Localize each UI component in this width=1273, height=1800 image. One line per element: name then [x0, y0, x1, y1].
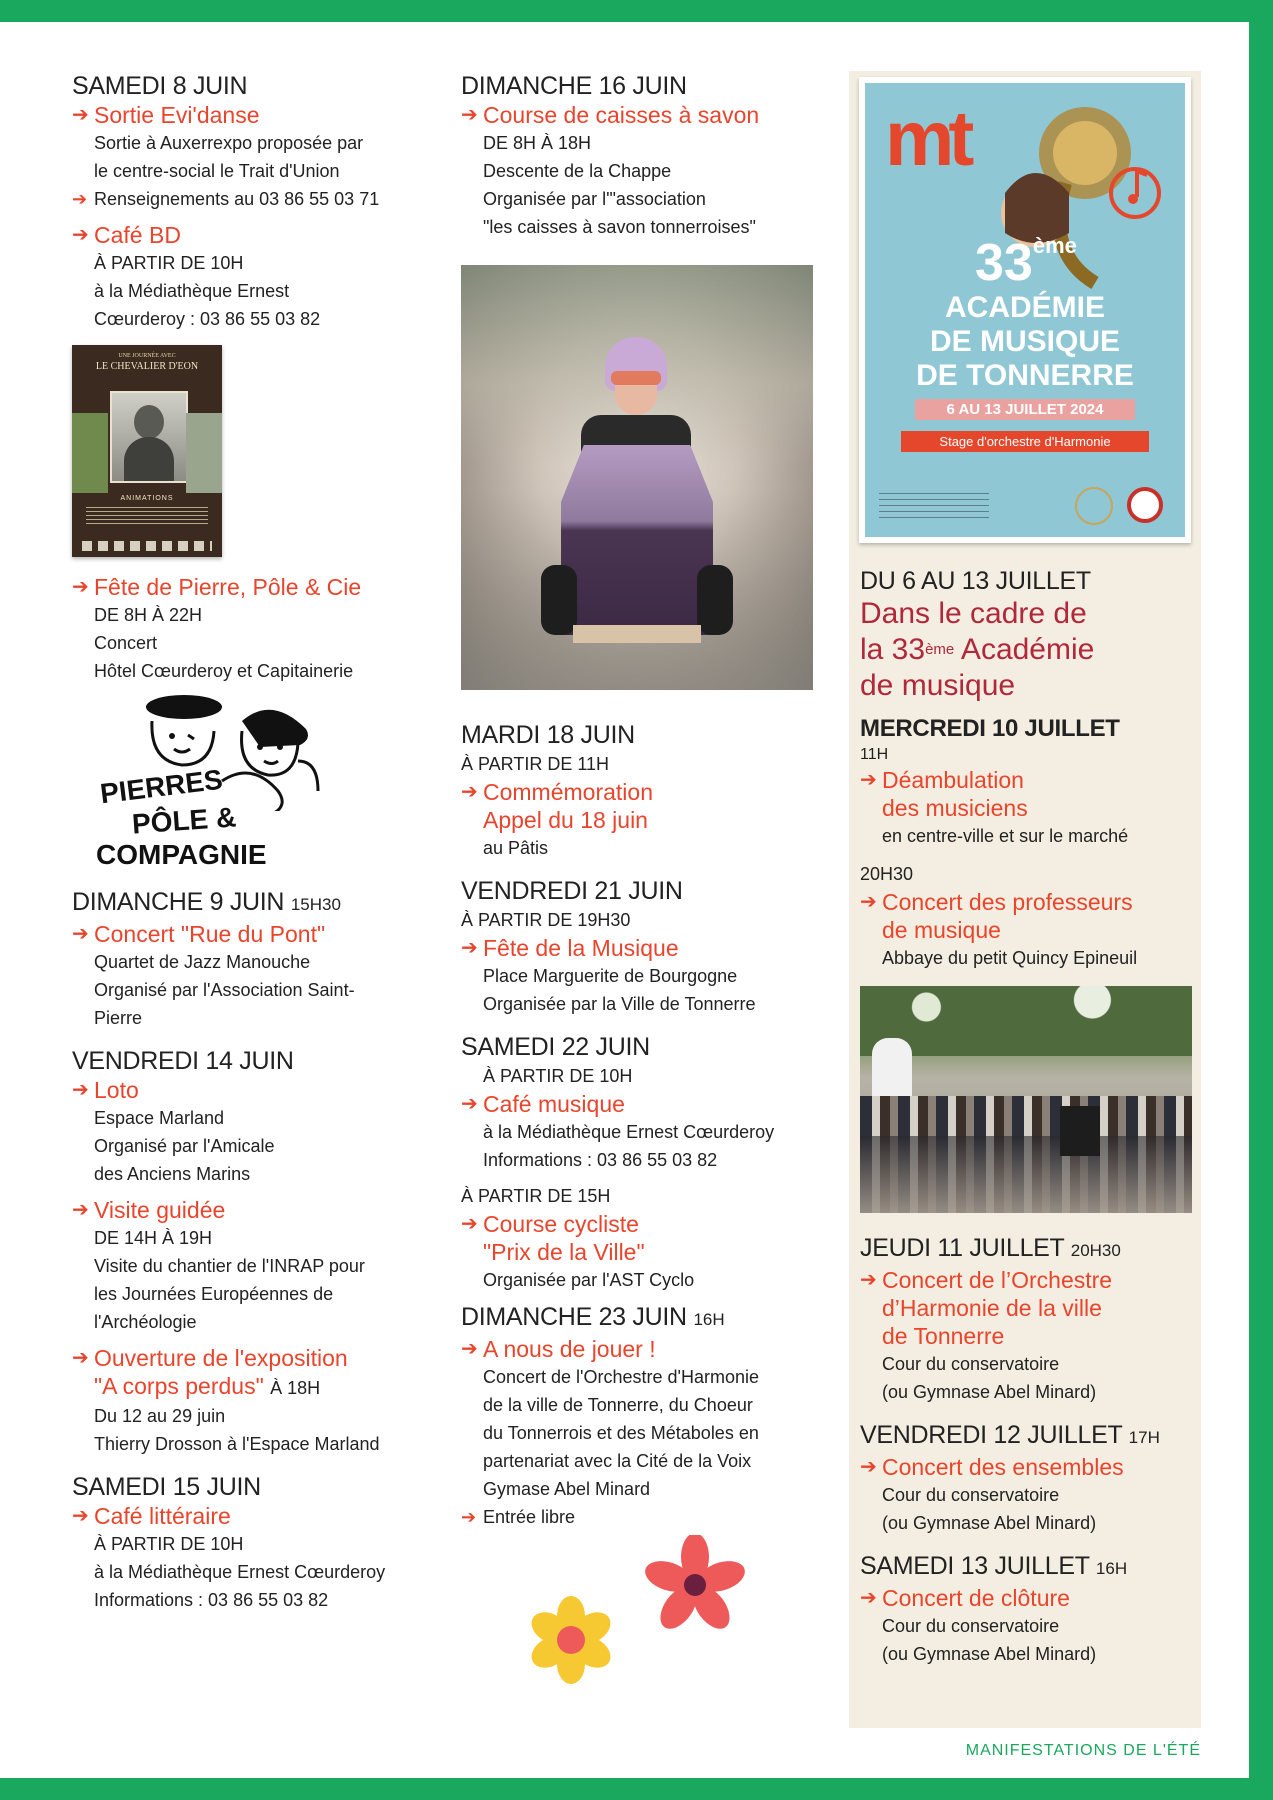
event-time: DE 8H À 18H [483, 133, 592, 153]
event-time: À PARTIR DE 19H30 [461, 910, 631, 930]
event-title: ➔ Course cycliste [461, 1211, 639, 1237]
event-title: d’Harmonie de la ville [882, 1295, 1102, 1321]
date-heading: DIMANCHE 23 JUIN 16H [461, 1303, 725, 1331]
event-detail: Cour du conservatoire [882, 1354, 1060, 1374]
poster-dates: 6 AU 13 JUILLET 2024 [915, 399, 1135, 420]
event-detail: partenariat avec la Cité de la Voix [483, 1451, 752, 1471]
event-time: DE 8H À 22H [94, 605, 203, 625]
event-detail: Thierry Drosson à l'Espace Marland [94, 1434, 380, 1454]
event-title: ➔ Loto [72, 1077, 139, 1103]
event-title: Appel du 18 juin [483, 807, 648, 833]
event-title: ➔ Ouverture de l'exposition [72, 1345, 348, 1371]
poster-title: LE CHEVALIER D'EON [95, 361, 199, 372]
event-time: À PARTIR DE 15H [461, 1186, 611, 1206]
event-time: À PARTIR DE 10H [94, 253, 244, 273]
academie-poster [859, 77, 1191, 543]
event-detail: Organisée par l'AST Cyclo [483, 1270, 695, 1290]
event-info: ➔ Entrée libre [461, 1507, 576, 1527]
poster-title-line: DE MUSIQUE [929, 325, 1121, 358]
event-detail: Informations : 03 86 55 03 82 [94, 1590, 329, 1610]
event-detail: Concert [94, 633, 158, 653]
mt-logo: mt [885, 94, 969, 182]
event-detail: à la Médiathèque Ernest Cœurderoy [94, 1562, 386, 1582]
event-detail: "les caisses à savon tonnerroises" [483, 217, 756, 237]
yonne-logo [1075, 487, 1113, 525]
logo-text-line: PÔLE & [131, 801, 238, 840]
section-heading: la 33ème Académie [860, 633, 1095, 666]
event-detail: en centre-ville et sur le marché [882, 826, 1129, 846]
event-time: À PARTIR DE 10H [94, 1534, 244, 1554]
event-title: ➔ Fête de Pierre, Pôle & Cie [72, 574, 362, 600]
poster-kicker: UNE JOURNÉE AVEC [118, 353, 176, 359]
event-time: À PARTIR DE 10H [483, 1066, 633, 1086]
event-title: de musique [882, 917, 1001, 943]
date-heading: SAMEDI 15 JUIN [72, 1473, 261, 1501]
date-heading: JEUDI 11 JUILLET 20H30 [860, 1234, 1121, 1262]
date-heading: DIMANCHE 16 JUIN [461, 72, 687, 100]
event-detail: Quartet de Jazz Manouche [94, 952, 311, 972]
event-detail: Abbaye du petit Quincy Epineuil [882, 948, 1138, 968]
date-heading: DU 6 AU 13 JUILLET [860, 567, 1091, 595]
event-detail: Organisée par l'"association [483, 189, 706, 209]
event-detail: (ou Gymnase Abel Minard) [882, 1513, 1097, 1533]
event-title: des musiciens [882, 795, 1028, 821]
music-note-icon [1105, 153, 1165, 223]
event-title: ➔ Visite guidée [72, 1197, 226, 1223]
event-detail: Place Marguerite de Bourgogne [483, 966, 738, 986]
event-time: À PARTIR DE 11H [461, 754, 610, 774]
event-time: 11H [860, 746, 889, 763]
poster-title-line: ACADÉMIE [944, 291, 1105, 324]
date-heading: SAMEDI 8 JUIN [72, 72, 248, 100]
section-heading: de musique [860, 669, 1016, 702]
logo-text-line: PIERRES [98, 763, 225, 810]
column-2 [461, 71, 821, 1685]
event-detail: Concert de l'Orchestre d'Harmonie [483, 1367, 759, 1387]
footer-section-label: MANIFESTATIONS DE L'ÉTÉ [965, 1742, 1201, 1759]
event-detail: Organisé par l'Amicale [94, 1136, 275, 1156]
section-heading: Dans le cadre de [860, 597, 1087, 630]
date-heading: SAMEDI 13 JUILLET 16H [860, 1552, 1128, 1580]
event-detail: Organisé par l'Association Saint- [94, 980, 355, 1000]
event-detail: Sortie à Auxerrexpo proposée par [94, 133, 364, 153]
flower-decoration [521, 1535, 781, 1685]
event-title: "Prix de la Ville" [483, 1239, 645, 1265]
event-info: ➔ Renseignements au 03 86 55 03 71 [72, 189, 380, 209]
logo-text-line: COMPAGNIE [96, 839, 267, 870]
event-detail: (ou Gymnase Abel Minard) [882, 1382, 1097, 1402]
event-detail: Pierre [94, 1008, 143, 1028]
event-detail: au Pâtis [483, 838, 549, 858]
event-detail: le centre-social le Trait d'Union [94, 161, 340, 181]
poster-edition-number: 33ème [975, 233, 1077, 292]
right-green-border [1249, 0, 1273, 1800]
event-detail: Gymase Abel Minard [483, 1479, 651, 1499]
poster-animations-label: ANIMATIONS [120, 495, 174, 502]
event-time: 20H30 [860, 864, 914, 884]
event-detail: Hôtel Cœurderoy et Capitainerie [94, 661, 354, 681]
date-heading: VENDREDI 14 JUIN [72, 1047, 294, 1075]
event-title: de Tonnerre [882, 1323, 1005, 1349]
pierres-pole-compagnie-logo [72, 691, 332, 881]
event-title: ➔ Commémoration [461, 779, 653, 805]
event-detail: Cour du conservatoire [882, 1485, 1060, 1505]
event-detail: Visite du chantier de l'INRAP pour [94, 1256, 365, 1276]
event-detail: Cœurderoy : 03 86 55 03 82 [94, 309, 321, 329]
event-title: ➔ Concert des ensembles [860, 1454, 1124, 1480]
date-heading: MARDI 18 JUIN [461, 721, 635, 749]
event-detail: du Tonnerrois et des Métaboles en [483, 1423, 759, 1443]
event-detail: Informations : 03 86 55 03 82 [483, 1150, 718, 1170]
yellow-flower-icon [526, 1596, 616, 1684]
top-green-border [0, 0, 1273, 22]
event-title: ➔ Sortie Evi'danse [72, 102, 260, 128]
event-title: ➔ Course de caisses à savon [461, 102, 760, 128]
tonnerre-logo [1127, 487, 1163, 523]
date-heading: VENDREDI 21 JUIN [461, 877, 683, 905]
event-title: ➔ Déambulation [860, 767, 1024, 793]
column-3 [860, 566, 1200, 1668]
event-detail: les Journées Européennes de [94, 1284, 334, 1304]
event-title: ➔ Café littéraire [72, 1503, 231, 1529]
event-detail: (ou Gymnase Abel Minard) [882, 1644, 1097, 1664]
red-flower-icon [641, 1535, 749, 1635]
soapbox-race-photo [461, 265, 813, 690]
event-detail: de la ville de Tonnerre, du Choeur [483, 1395, 753, 1415]
event-title: ➔ A nous de jouer ! [461, 1336, 656, 1362]
date-heading: DIMANCHE 9 JUIN 15H30 [72, 888, 341, 916]
poster-title-line: DE TONNERRE [916, 359, 1134, 392]
event-detail: à la Médiathèque Ernest Cœurderoy [483, 1122, 775, 1142]
event-title: ➔ Café musique [461, 1091, 625, 1117]
event-detail: Organisée par la Ville de Tonnerre [483, 994, 756, 1014]
event-detail: des Anciens Marins [94, 1164, 251, 1184]
event-detail: Descente de la Chappe [483, 161, 672, 181]
event-title: ➔ Concert "Rue du Pont" [72, 921, 326, 947]
orchestra-photo [860, 986, 1192, 1213]
event-title: ➔ Café BD [72, 222, 181, 248]
event-title: ➔ Concert de clôture [860, 1585, 1070, 1611]
soapbox-cart [561, 445, 713, 635]
event-detail: à la Médiathèque Ernest [94, 281, 290, 301]
event-detail: Espace Marland [94, 1108, 225, 1128]
event-title: ➔ Concert de l’Orchestre [860, 1267, 1113, 1293]
event-detail: l'Archéologie [94, 1312, 197, 1332]
bottom-green-border [0, 1778, 1273, 1800]
chevalier-eon-poster [72, 345, 222, 557]
column-1 [72, 71, 432, 1614]
date-heading: MERCREDI 10 JUILLET [860, 715, 1120, 742]
date-heading: SAMEDI 22 JUIN [461, 1033, 650, 1061]
event-time: DE 14H À 19H [94, 1228, 213, 1248]
event-detail: Du 12 au 29 juin [94, 1406, 226, 1426]
event-title: ➔ Fête de la Musique [461, 935, 679, 961]
event-detail: Cour du conservatoire [882, 1616, 1060, 1636]
date-heading: VENDREDI 12 JUILLET 17H [860, 1421, 1160, 1449]
poster-stage: Stage d'orchestre d'Harmonie [901, 431, 1149, 452]
portrait-image [110, 391, 188, 483]
event-title: "A corps perdus" À 18H [94, 1373, 321, 1399]
event-title: ➔ Concert des professeurs [860, 889, 1133, 915]
